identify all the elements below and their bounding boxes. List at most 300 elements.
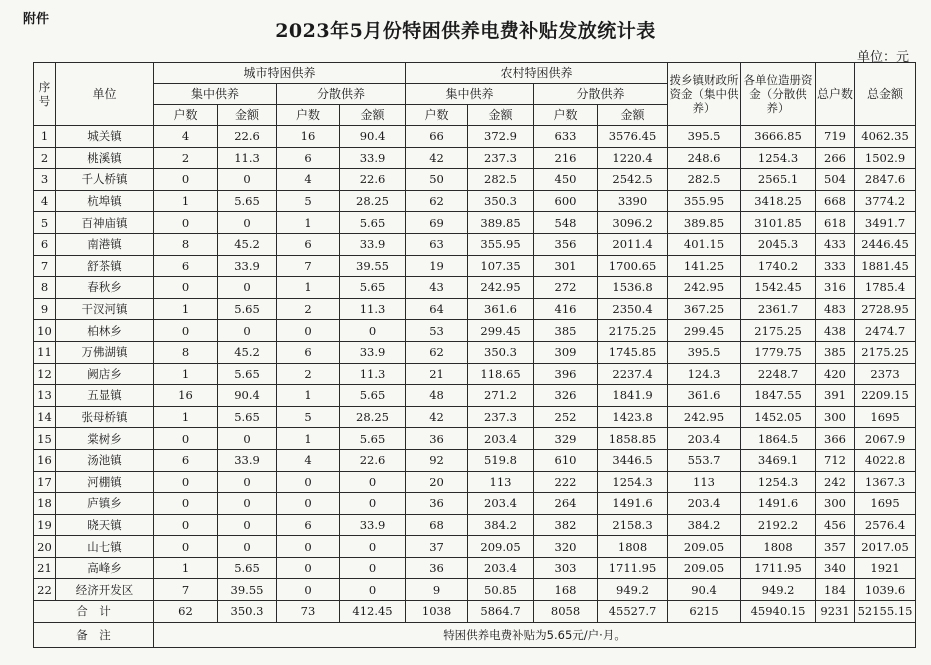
unit-name-cell: 河棚镇 [56,471,154,493]
value-cell: 282.5 [468,169,534,191]
value-cell: 361.6 [468,298,534,320]
value-cell: 1808 [741,536,816,558]
value-cell: 2175.25 [855,341,916,363]
value-cell: 5 [277,406,340,428]
value-cell: 0 [218,428,277,450]
value-cell: 1542.45 [741,277,816,299]
total-value-cell: 9231 [816,601,855,623]
value-cell: 610 [534,449,598,471]
unit-name-cell: 庐镇乡 [56,493,154,515]
value-cell: 1695 [855,493,916,515]
value-cell: 0 [340,493,406,515]
value-cell: 141.25 [668,255,741,277]
value-cell: 355.95 [468,233,534,255]
value-cell: 0 [277,493,340,515]
value-cell: 450 [534,169,598,191]
value-cell: 5.65 [340,212,406,234]
value-cell: 22.6 [340,449,406,471]
value-cell: 395.5 [668,126,741,148]
unit-name-cell: 山七镇 [56,536,154,558]
value-cell: 1740.2 [741,255,816,277]
value-cell: 1039.6 [855,579,916,601]
value-cell: 5.65 [218,557,277,579]
total-label: 合 计 [34,601,154,623]
unit-name-cell: 高峰乡 [56,557,154,579]
seq-cell: 20 [34,536,56,558]
value-cell: 90.4 [218,385,277,407]
value-cell: 2192.2 [741,514,816,536]
total-value-cell: 62 [154,601,218,623]
value-cell: 1491.6 [598,493,668,515]
value-cell: 66 [406,126,468,148]
header-total-households: 总户数 [816,63,855,126]
value-cell: 0 [154,320,218,342]
value-cell: 300 [816,406,855,428]
value-cell: 11.3 [218,147,277,169]
value-cell: 242.95 [668,406,741,428]
value-cell: 45.2 [218,233,277,255]
value-cell: 50 [406,169,468,191]
value-cell: 2175.25 [598,320,668,342]
total-value-cell: 5864.7 [468,601,534,623]
value-cell: 0 [154,514,218,536]
value-cell: 203.4 [468,557,534,579]
value-cell: 3774.2 [855,190,916,212]
value-cell: 329 [534,428,598,450]
value-cell: 2158.3 [598,514,668,536]
value-cell: 1367.3 [855,471,916,493]
value-cell: 209.05 [668,557,741,579]
value-cell: 124.3 [668,363,741,385]
value-cell: 6 [277,514,340,536]
value-cell: 1254.3 [741,147,816,169]
seq-cell: 2 [34,147,56,169]
value-cell: 3390 [598,190,668,212]
table-body [34,126,916,601]
value-cell: 22.6 [340,169,406,191]
value-cell: 0 [154,493,218,515]
table-row [34,428,916,450]
value-cell: 385 [534,320,598,342]
header-households: 户数 [277,105,340,126]
seq-cell: 3 [34,169,56,191]
value-cell: 7 [277,255,340,277]
value-cell: 11.3 [340,363,406,385]
value-cell: 237.3 [468,406,534,428]
value-cell: 8 [154,233,218,255]
value-cell: 9 [406,579,468,601]
value-cell: 1881.45 [855,255,916,277]
header-unit: 单位 [56,63,154,126]
value-cell: 357 [816,536,855,558]
value-cell: 2728.95 [855,298,916,320]
value-cell: 33.9 [340,147,406,169]
value-cell: 69 [406,212,468,234]
unit-name-cell: 南港镇 [56,233,154,255]
value-cell: 0 [218,471,277,493]
value-cell: 548 [534,212,598,234]
table-row [34,233,916,255]
header-amount: 金额 [598,105,668,126]
seq-cell: 10 [34,320,56,342]
unit-label: 单位：元 [856,50,909,65]
value-cell: 0 [277,536,340,558]
value-cell: 0 [277,320,340,342]
value-cell: 2373 [855,363,916,385]
value-cell: 4022.8 [855,449,916,471]
seq-cell: 8 [34,277,56,299]
value-cell: 4 [277,169,340,191]
value-cell: 5.65 [218,406,277,428]
value-cell: 266 [816,147,855,169]
value-cell: 62 [406,190,468,212]
value-cell: 0 [218,277,277,299]
header-city: 城市特困供养 [154,63,406,84]
value-cell: 350.3 [468,341,534,363]
header-amount: 金额 [340,105,406,126]
unit-name-cell: 杭埠镇 [56,190,154,212]
value-cell: 3101.85 [741,212,816,234]
header-households: 户数 [534,105,598,126]
value-cell: 252 [534,406,598,428]
value-cell: 63 [406,233,468,255]
value-cell: 0 [340,536,406,558]
value-cell: 2 [277,298,340,320]
value-cell: 264 [534,493,598,515]
header-unit-funds: 各单位造册资金（分散供养） [741,63,816,126]
header-total-amount: 总金额 [855,63,916,126]
value-cell: 3096.2 [598,212,668,234]
value-cell: 282.5 [668,169,741,191]
total-value-cell: 45527.7 [598,601,668,623]
value-cell: 618 [816,212,855,234]
value-cell: 0 [154,536,218,558]
value-cell: 3469.1 [741,449,816,471]
value-cell: 1779.75 [741,341,816,363]
value-cell: 719 [816,126,855,148]
seq-cell: 11 [34,341,56,363]
value-cell: 416 [534,298,598,320]
value-cell: 3666.85 [741,126,816,148]
value-cell: 1 [277,212,340,234]
table-row [34,471,916,493]
value-cell: 320 [534,536,598,558]
unit-name-cell: 百神庙镇 [56,212,154,234]
value-cell: 5.65 [340,277,406,299]
total-value-cell: 52155.15 [855,601,916,623]
value-cell: 4 [154,126,218,148]
table-row [34,579,916,601]
value-cell: 382 [534,514,598,536]
value-cell: 209.05 [668,536,741,558]
seq-cell: 7 [34,255,56,277]
value-cell: 355.95 [668,190,741,212]
value-cell: 5.65 [218,190,277,212]
value-cell: 36 [406,493,468,515]
unit-name-cell: 春秋乡 [56,277,154,299]
value-cell: 203.4 [668,493,741,515]
value-cell: 316 [816,277,855,299]
value-cell: 5.65 [218,363,277,385]
value-cell: 3446.5 [598,449,668,471]
value-cell: 2565.1 [741,169,816,191]
value-cell: 68 [406,514,468,536]
header-amount: 金额 [218,105,277,126]
value-cell: 2847.6 [855,169,916,191]
value-cell: 184 [816,579,855,601]
value-cell: 366 [816,428,855,450]
value-cell: 203.4 [668,428,741,450]
value-cell: 1491.6 [741,493,816,515]
remark-label: 备 注 [34,622,154,647]
table-row [34,255,916,277]
value-cell: 361.6 [668,385,741,407]
value-cell: 1 [154,557,218,579]
value-cell: 0 [218,212,277,234]
value-cell: 2209.15 [855,385,916,407]
value-cell: 39.55 [340,255,406,277]
value-cell: 350.3 [468,190,534,212]
value-cell: 389.85 [668,212,741,234]
total-value-cell: 6215 [668,601,741,623]
table-row [34,277,916,299]
value-cell: 1452.05 [741,406,816,428]
value-cell: 39.55 [218,579,277,601]
table-row [34,449,916,471]
value-cell: 1 [154,406,218,428]
value-cell: 300 [816,493,855,515]
value-cell: 209.05 [468,536,534,558]
unit-name-cell: 汤池镇 [56,449,154,471]
remark-text: 特困供养电费补贴为5.65元/户·月。 [154,622,916,647]
value-cell: 1220.4 [598,147,668,169]
value-cell: 1 [277,277,340,299]
value-cell: 36 [406,557,468,579]
value-cell: 2067.9 [855,428,916,450]
value-cell: 2237.4 [598,363,668,385]
value-cell: 1745.85 [598,341,668,363]
value-cell: 0 [154,471,218,493]
value-cell: 242 [816,471,855,493]
value-cell: 271.2 [468,385,534,407]
value-cell: 2045.3 [741,233,816,255]
value-cell: 6 [277,233,340,255]
value-cell: 1254.3 [741,471,816,493]
value-cell: 401.15 [668,233,741,255]
value-cell: 2542.5 [598,169,668,191]
header-rural-scattered: 分散供养 [534,84,668,105]
value-cell: 1 [154,363,218,385]
value-cell: 367.25 [668,298,741,320]
value-cell: 3576.45 [598,126,668,148]
value-cell: 36 [406,428,468,450]
value-cell: 0 [277,557,340,579]
value-cell: 248.6 [668,147,741,169]
table-row [34,514,916,536]
value-cell: 356 [534,233,598,255]
value-cell: 299.45 [468,320,534,342]
value-cell: 5 [277,190,340,212]
seq-cell: 13 [34,385,56,407]
value-cell: 42 [406,406,468,428]
seq-cell: 1 [34,126,56,148]
value-cell: 389.85 [468,212,534,234]
unit-name-cell: 柏林乡 [56,320,154,342]
value-cell: 92 [406,449,468,471]
value-cell: 216 [534,147,598,169]
table-row [34,493,916,515]
value-cell: 1423.8 [598,406,668,428]
value-cell: 1921 [855,557,916,579]
seq-cell: 15 [34,428,56,450]
value-cell: 42 [406,147,468,169]
value-cell: 2361.7 [741,298,816,320]
total-value-cell: 412.45 [340,601,406,623]
unit-name-cell: 棠树乡 [56,428,154,450]
unit-name-cell: 桃溪镇 [56,147,154,169]
attachment-label: 附件 [23,12,50,27]
seq-cell: 4 [34,190,56,212]
value-cell: 22.6 [218,126,277,148]
value-cell: 1254.3 [598,471,668,493]
total-value-cell: 8058 [534,601,598,623]
seq-cell: 18 [34,493,56,515]
value-cell: 1700.65 [598,255,668,277]
value-cell: 242.95 [668,277,741,299]
value-cell: 456 [816,514,855,536]
value-cell: 712 [816,449,855,471]
value-cell: 8 [154,341,218,363]
value-cell: 2175.25 [741,320,816,342]
value-cell: 222 [534,471,598,493]
value-cell: 384.2 [668,514,741,536]
value-cell: 385 [816,341,855,363]
value-cell: 483 [816,298,855,320]
value-cell: 28.25 [340,190,406,212]
value-cell: 2 [154,147,218,169]
value-cell: 118.65 [468,363,534,385]
value-cell: 1 [277,385,340,407]
value-cell: 1502.9 [855,147,916,169]
value-cell: 0 [154,277,218,299]
value-cell: 1695 [855,406,916,428]
value-cell: 391 [816,385,855,407]
unit-name-cell: 千人桥镇 [56,169,154,191]
unit-name-cell: 干汊河镇 [56,298,154,320]
unit-name-cell: 经济开发区 [56,579,154,601]
table-row [34,406,916,428]
unit-name-cell: 万佛湖镇 [56,341,154,363]
value-cell: 0 [218,536,277,558]
value-cell: 1 [277,428,340,450]
seq-cell: 6 [34,233,56,255]
seq-cell: 16 [34,449,56,471]
table-row [34,169,916,191]
value-cell: 340 [816,557,855,579]
value-cell: 2017.05 [855,536,916,558]
value-cell: 633 [534,126,598,148]
value-cell: 309 [534,341,598,363]
table-row [34,190,916,212]
value-cell: 301 [534,255,598,277]
table-row [34,385,916,407]
value-cell: 11.3 [340,298,406,320]
total-value-cell: 350.3 [218,601,277,623]
value-cell: 272 [534,277,598,299]
value-cell: 2576.4 [855,514,916,536]
value-cell: 668 [816,190,855,212]
value-cell: 203.4 [468,493,534,515]
subsidy-table [33,62,916,648]
table-row [34,320,916,342]
value-cell: 45.2 [218,341,277,363]
value-cell: 33.9 [340,233,406,255]
value-cell: 7 [154,579,218,601]
table-row [34,557,916,579]
table-row [34,212,916,234]
value-cell: 433 [816,233,855,255]
value-cell: 2446.45 [855,233,916,255]
value-cell: 33.9 [340,341,406,363]
value-cell: 2248.7 [741,363,816,385]
value-cell: 553.7 [668,449,741,471]
table-row [34,536,916,558]
value-cell: 299.45 [668,320,741,342]
value-cell: 1785.4 [855,277,916,299]
value-cell: 1847.55 [741,385,816,407]
value-cell: 504 [816,169,855,191]
value-cell: 949.2 [598,579,668,601]
value-cell: 420 [816,363,855,385]
value-cell: 2350.4 [598,298,668,320]
value-cell: 0 [154,428,218,450]
value-cell: 333 [816,255,855,277]
value-cell: 53 [406,320,468,342]
value-cell: 0 [340,579,406,601]
value-cell: 372.9 [468,126,534,148]
value-cell: 5.65 [340,428,406,450]
table-row [34,363,916,385]
value-cell: 0 [340,557,406,579]
value-cell: 62 [406,341,468,363]
page-title: 2023年5月份特困供养电费补贴发放统计表 [275,20,656,42]
value-cell: 16 [277,126,340,148]
value-cell: 33.9 [340,514,406,536]
value-cell: 6 [154,449,218,471]
value-cell: 1 [154,298,218,320]
value-cell: 168 [534,579,598,601]
value-cell: 33.9 [218,255,277,277]
total-row [34,601,916,623]
value-cell: 107.35 [468,255,534,277]
value-cell: 1808 [598,536,668,558]
unit-name-cell: 阙店乡 [56,363,154,385]
unit-name-cell: 五显镇 [56,385,154,407]
value-cell: 0 [218,514,277,536]
value-cell: 2474.7 [855,320,916,342]
table-row [34,298,916,320]
total-value-cell: 73 [277,601,340,623]
value-cell: 3418.25 [741,190,816,212]
value-cell: 203.4 [468,428,534,450]
value-cell: 0 [277,471,340,493]
header-amount: 金额 [468,105,534,126]
value-cell: 0 [154,212,218,234]
value-cell: 6 [154,255,218,277]
header-rural-central: 集中供养 [406,84,534,105]
value-cell: 0 [218,493,277,515]
value-cell: 0 [340,471,406,493]
